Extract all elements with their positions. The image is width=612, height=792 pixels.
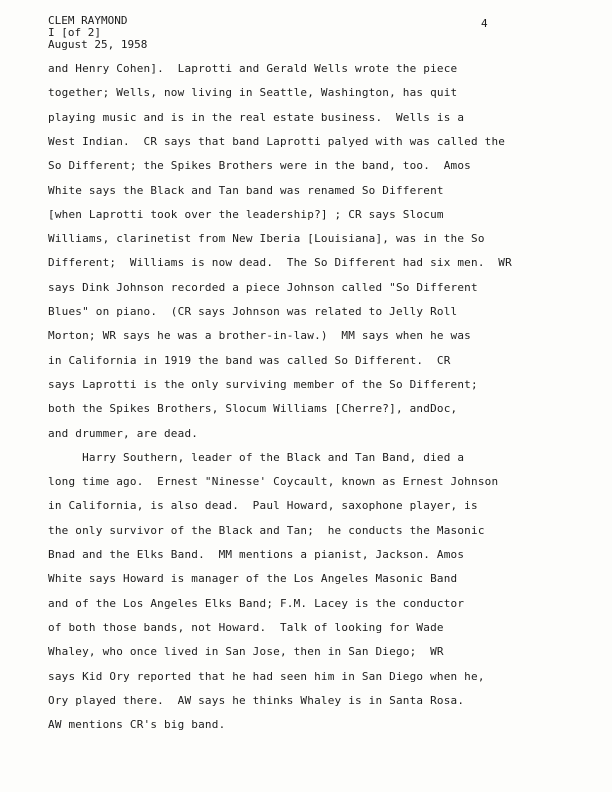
transcript-line: AW mentions CR's big band.: [48, 718, 226, 732]
transcript-line: says Laprotti is the only surviving member of the So Different;: [48, 377, 478, 391]
transcript-line: together; Wells, now living in Seattle, Washington, has quit: [48, 86, 458, 100]
transcript-line: long time ago. Ernest "Ninesse' Coycault, known as Ernest Johnson: [48, 475, 499, 489]
reel-number: I [of 2]: [48, 26, 101, 39]
transcript-line: playing music and is in the real estate business. Wells is a: [48, 110, 465, 124]
transcript-line: White says Howard is manager of the Los Angeles Masonic Band: [48, 572, 458, 586]
transcript-line: White says the Black and Tan band was renamed So Different: [48, 183, 444, 197]
transcript-line: the only survivor of the Black and Tan; he conducts the Masonic: [48, 523, 485, 537]
transcript-line: Bnad and the Elks Band. MM mentions a pianist, Jackson. Amos: [48, 548, 465, 561]
document-header: [48, 15, 147, 51]
transcript-line: Whaley, who once lived in San Jose, then in San Diego; WR: [48, 645, 444, 659]
interviewee-name: CLEM RAYMOND: [48, 14, 128, 27]
transcript-line: So Different; the Spikes Brothers were in the band, too. Amos: [48, 159, 471, 173]
transcript-line: West Indian. CR says that band Laprotti palyed with was called the: [48, 134, 506, 148]
transcript-line: and drummer, are dead.: [48, 426, 199, 440]
transcript-line: Harry Southern, leader of the Black and Tan Band, died a: [48, 450, 465, 464]
transcript-line: in California in 1919 the band was called So Different. CR: [48, 353, 451, 367]
transcript-line: says Dink Johnson recorded a piece Johnson called "So Different: [48, 280, 478, 294]
page-number: 4: [481, 17, 488, 30]
transcript-line: Different; Williams is now dead. The So Different had six men. WR: [48, 256, 512, 270]
transcript-line: Morton; WR says he was a brother-in-law.) MM says when he was: [48, 329, 471, 343]
transcript-line: of both those bands, not Howard. Talk of looking for Wade: [48, 620, 444, 634]
transcript-line: Ory played there. AW says he thinks Whaley is in Santa Rosa.: [48, 693, 465, 707]
transcript-line: and Henry Cohen]. Laprotti and Gerald Wells wrote the piece: [48, 62, 458, 75]
transcript-line: Blues" on piano. (CR says Johnson was related to Jelly Roll: [48, 305, 458, 318]
transcript-line: says Kid Ory reported that he had seen him in San Diego when he,: [48, 669, 485, 683]
transcript-line: Williams, clarinetist from New Iberia [Louisiana], was in the So: [48, 232, 485, 246]
transcript-line: in California, is also dead. Paul Howard, saxophone player, is: [48, 499, 478, 513]
transcript-line: and of the Los Angeles Elks Band; F.M. Lacey is the conductor: [48, 596, 465, 610]
interview-date: August 25, 1958: [48, 38, 148, 51]
transcript-line: [when Laprotti took over the leadership?] ; CR says Slocum: [48, 207, 444, 221]
transcript-line: both the Spikes Brothers, Slocum Williams [Cherre?], andDoc,: [48, 402, 458, 416]
